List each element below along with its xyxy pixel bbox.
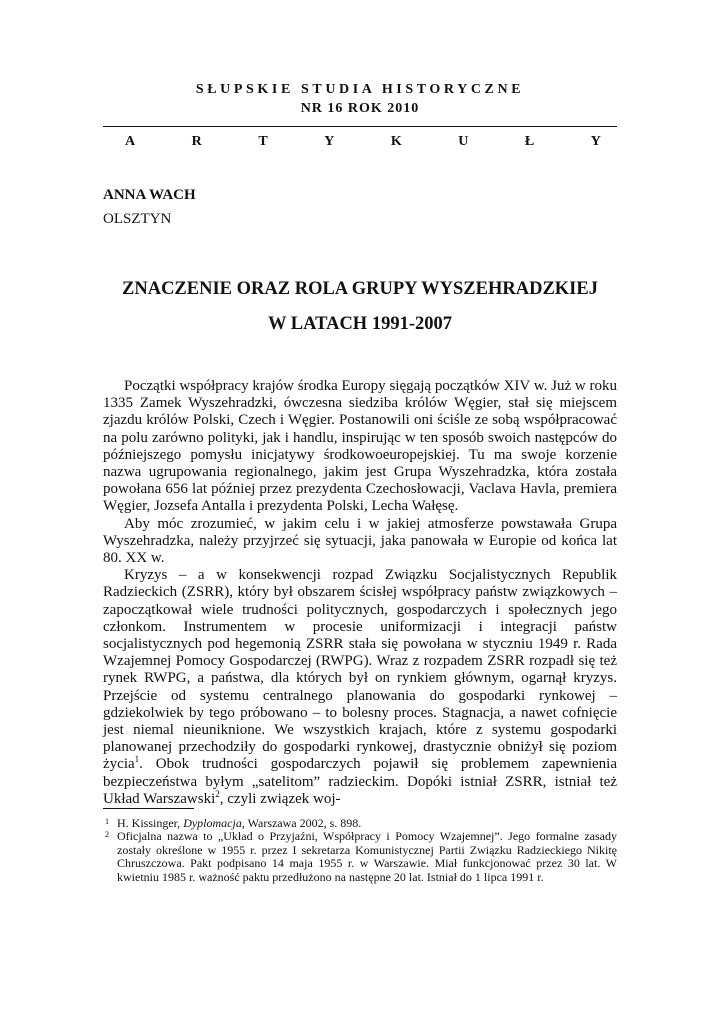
author-name: ANNA WACH [103,187,196,203]
author-city: OLSZTYN [103,211,172,227]
journal-issue: NR 16 ROK 2010 [300,101,420,116]
paragraph-text: . Obok trudności gospodarczych pojawił się problemem zapewnienia bezpieczeństwa byłym „satelitom” radzieckim. Dopóki istniał ZSRR, istniał też Układ Warszawski [103,756,617,807]
article-body [103,378,617,808]
footnotes [103,817,617,884]
section-letter: Y [590,134,601,149]
section-letter: K [390,134,402,149]
section-heading [125,134,601,150]
footnote-1 [103,817,617,830]
paragraph-text: Kryzys – a w konsekwencji rozpad Związku Socjalistycznych Republik Radzieckich (ZSRR), który był obszarem ścisłej współpracy państw związkowych – zapoczątkował wiele trudności politycznych, gospodarczych i społecznych jego członkom. Instrumentem w procesie uniformizacji i integracji państw socjalistycznych pod hegemonią ZSRR stała się powołana w styczniu 1949 r. Rada Wzajemnej Pomocy Gospodarczej (RWPG). Wraz z rozpadem ZSRR rozpadł się też rynek RWPG, a państwa, dla których był on rynkiem głównym, ogarnął kryzys. Przejście od systemu centralnego planowania do gospodarki rynkowej – gdziekolwiek by tego próbowano – to bolesny proces. Stagnacja, a nawet cofnięcie jest niemal nieuniknione. We wszystkich krajach, które z systemu gospodarki planowanej przechodziły do gospodarki rynkowej, drastycznie obniżył się poziom życia [103,567,617,773]
section-letter: T [258,134,268,149]
footnote-text: , Warszawa 2002, s. 898. [241,816,362,830]
footnote-number: 2 [105,830,109,840]
journal-title: SŁUPSKIE STUDIA HISTORYCZNE [195,82,525,97]
section-letter: U [458,134,469,149]
paragraph [103,567,617,808]
section-letter: A [125,134,136,149]
paragraph: Aby móc zrozumieć, w jakim celu i w jakiej atmosferze powstawała Grupa Wyszehradzka, należy przyjrzeć się sytuacji, jaka panowała w Europie od końca lat 80. XX w. [103,515,617,567]
footnote-2 [103,830,617,884]
paragraph: Początki współpracy krajów środka Europy sięgają początków XIV w. Już w roku 1335 Zamek Wyszehradzki, ówczesna siedziba królów Węgier, stał się miejscem zjazdu królów Polski, Czech i Węgier. Postanowili oni ściśle ze sobą współpracować na polu zarówno polityki, jak i handlu, inspirując w ten sposób swoich następców do późniejszego pomysłu inicjatywy środkowoeuropejskiej. Tu ma swoje korzenie nazwa ugrupowania regionalnego, jakim jest Grupa Wyszehradzka, która została powołana 656 lat później przez prezydenta Czechosłowacji, Vaclava Havla, premiera Węgier, Jozsefa Antalla i prezydenta Polski, Lecha Wałęsę. [103,378,617,515]
section-letter: Ł [524,134,535,149]
footnote-text: H. Kissinger, [117,816,184,830]
footnote-number: 1 [105,817,109,826]
paragraph-text: , czyli związek woj- [219,790,341,807]
footnote-text: Oficjalna nazwa to „Układ o Przyjaźni, Współpracy i Pomocy Wzajemnej”. Jego formalne zasady zostały określone w 1955 r. przez I sekretarza Komunistycznej Partii Związku Radzieckiego Nikitę Chruszczowa. Pakt podpisano 14 maja 1955 r. w Warszawie. Miał funkcjonować przez 30 lat. W kwietniu 1985 r. ważność paktu przedłużono na następne 20 lat. Istniał do 1 lipca 1991 r. [117,829,617,884]
footnote-rule [103,808,194,809]
footnote-book-title: Dyplomacja [183,816,242,830]
footnote-ref: 1 [134,754,140,765]
article-title-line-2: W LATACH 1991-2007 [268,314,452,334]
section-letter: Y [324,134,335,149]
section-letter: R [191,134,202,149]
article-title-line-1: ZNACZENIE ORAZ ROLA GRUPY WYSZEHRADZKIEJ [122,279,598,299]
header-rule [103,126,617,127]
footnote-ref: 2 [215,788,220,799]
